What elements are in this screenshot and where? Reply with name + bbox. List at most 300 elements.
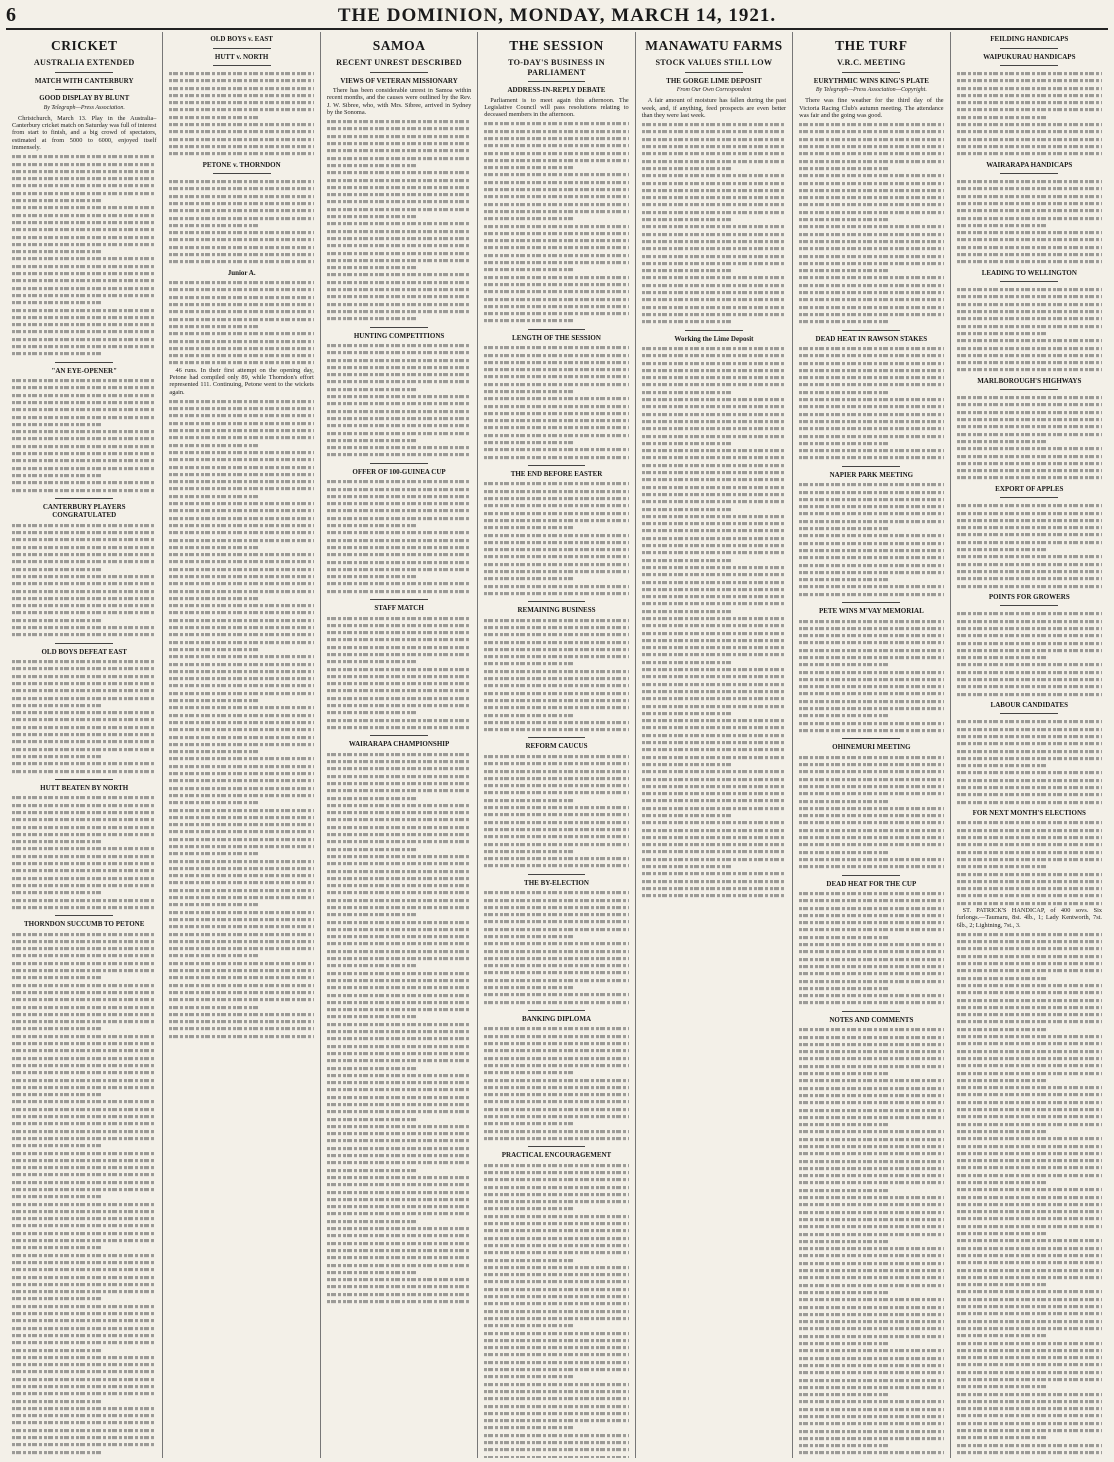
text-line (957, 87, 1102, 90)
subheading: OLD BOYS DEFEAT EAST (41, 647, 127, 656)
text-line (12, 445, 156, 448)
text-line (169, 354, 313, 357)
text-line (169, 288, 313, 291)
text-line (327, 818, 471, 821)
text-line (12, 1130, 156, 1133)
text-line (169, 597, 259, 600)
text-line (642, 661, 732, 664)
text-line (642, 369, 786, 372)
text-line (12, 711, 156, 714)
text-line (12, 1451, 102, 1454)
text-line (642, 471, 786, 474)
text-line (799, 1415, 943, 1418)
text-line (327, 495, 471, 498)
text-line (799, 456, 943, 459)
text-line (12, 1276, 156, 1279)
text-line (327, 1088, 471, 1091)
text-line (642, 123, 786, 126)
text-line (484, 482, 628, 485)
text-line (327, 775, 471, 778)
text-line (12, 667, 156, 670)
text-line (799, 1342, 889, 1345)
text-line (169, 407, 313, 410)
divider (213, 48, 271, 49)
text-line (327, 1110, 471, 1113)
text-line (484, 850, 574, 853)
text-line (799, 843, 943, 846)
text-line (799, 167, 889, 170)
text-line (169, 998, 313, 1001)
text-line (484, 1186, 628, 1189)
text-line (799, 1196, 943, 1199)
text-line (12, 884, 156, 887)
text-line (327, 120, 471, 123)
text-line (169, 473, 313, 476)
column-headline: CRICKET (50, 38, 118, 53)
text-line (169, 830, 313, 833)
subheading: THE GORGE LIME DEPOSIT (666, 76, 762, 85)
text-line (12, 1341, 156, 1344)
text-line (799, 593, 943, 596)
text-line (327, 935, 471, 938)
text-line (484, 821, 628, 824)
text-line (12, 1254, 156, 1257)
text-line (957, 1444, 1102, 1447)
text-line (327, 1125, 471, 1128)
article-body: ST. PATRICK'S HANDICAP, of 400 sovs. Six furlongs.—Taumaru, 8st. 4lb., 1; Lady Kentworth, 7st. 6lb., 2; Lightning, 7st., 3. (956, 907, 1102, 929)
text-line (169, 246, 313, 249)
text-line (12, 869, 156, 872)
text-line (799, 1138, 943, 1141)
text-line (799, 763, 943, 766)
text-line (12, 962, 156, 965)
text-line (957, 1035, 1102, 1038)
text-line (957, 548, 1047, 551)
text-line (799, 138, 943, 141)
text-line (484, 1412, 628, 1415)
text-line (484, 950, 628, 953)
text-line (799, 427, 943, 430)
text-line (642, 262, 786, 265)
text-line (642, 167, 732, 170)
text-line (484, 1071, 574, 1074)
text-line (12, 1115, 156, 1118)
text-line (327, 561, 471, 564)
text-line (12, 575, 156, 578)
divider (528, 1010, 586, 1011)
text-line (799, 1349, 943, 1352)
text-line (12, 416, 156, 419)
text-line (12, 1421, 156, 1424)
divider (55, 643, 113, 644)
text-line (484, 920, 628, 923)
text-line (12, 1159, 156, 1162)
text-line (12, 170, 156, 173)
text-line (642, 313, 786, 316)
text-line (169, 757, 313, 760)
text-line (12, 352, 102, 355)
text-line (799, 398, 943, 401)
column-headline: THE TURF (835, 38, 908, 53)
text-line (169, 991, 313, 994)
text-line (799, 921, 943, 924)
text-line (799, 233, 943, 236)
text-line (484, 261, 628, 264)
text-line (642, 537, 786, 540)
text-line (642, 712, 732, 715)
text-line (642, 778, 786, 781)
text-line (484, 1448, 628, 1451)
text-line (327, 288, 471, 291)
text-line (642, 887, 786, 890)
text-line (484, 1339, 628, 1342)
text-line (169, 684, 313, 687)
text-line (484, 1237, 628, 1240)
subheading: MATCH WITH CANTERBURY (34, 76, 134, 85)
text-line (169, 903, 259, 906)
text-line (957, 933, 1102, 936)
text-line (957, 955, 1102, 958)
text-line (957, 940, 1102, 943)
text-line (799, 1130, 943, 1133)
divider (1000, 281, 1058, 282)
text-line (799, 549, 943, 552)
text-line (12, 1049, 156, 1052)
text-line (327, 957, 471, 960)
text-line (12, 969, 156, 972)
divider (842, 72, 900, 73)
text-line (957, 1101, 1102, 1104)
text-line (957, 1115, 1102, 1118)
text-line (169, 940, 313, 943)
text-line (12, 553, 156, 556)
text-line (957, 152, 1102, 155)
text-line (169, 332, 313, 335)
text-line (12, 287, 156, 290)
text-line (957, 1436, 1047, 1439)
text-line (484, 426, 628, 429)
text-line (957, 1298, 1102, 1301)
text-line (957, 130, 1102, 133)
text-line (327, 921, 471, 924)
text-line (642, 255, 786, 258)
text-line (327, 575, 417, 578)
text-line (799, 1444, 889, 1447)
text-line (957, 720, 1102, 723)
text-line (957, 138, 1102, 141)
text-line (327, 1139, 471, 1142)
text-line (169, 626, 313, 629)
text-line (327, 366, 471, 369)
text-line (799, 1276, 943, 1279)
text-line (957, 1050, 1102, 1053)
text-line (799, 189, 943, 192)
text-line (484, 1434, 628, 1437)
text-line (169, 224, 259, 227)
text-line (169, 202, 313, 205)
text-line (12, 1378, 156, 1381)
text-line (327, 509, 471, 512)
text-line (12, 704, 102, 707)
text-line (484, 305, 628, 308)
text-line (799, 1298, 943, 1301)
text-line (484, 254, 628, 257)
text-line (799, 449, 943, 452)
text-line (484, 699, 628, 702)
text-line (484, 806, 628, 809)
text-line (957, 1414, 1102, 1417)
text-line (799, 247, 943, 250)
text-line (957, 72, 1102, 75)
text-line (957, 440, 1047, 443)
text-line (799, 306, 943, 309)
text-line (799, 928, 943, 931)
text-line (957, 396, 1102, 399)
text-line (12, 386, 156, 389)
text-line (957, 1429, 1102, 1432)
text-line (12, 840, 102, 843)
text-line (799, 821, 943, 824)
text-line (799, 1393, 889, 1396)
text-line (799, 1327, 943, 1330)
text-line (327, 215, 417, 218)
text-line (799, 269, 889, 272)
subheading: VIEWS OF VETERAN MISSIONARY (340, 76, 458, 85)
text-line (484, 210, 628, 213)
text-line (642, 203, 786, 206)
text-line (799, 276, 943, 279)
text-line (957, 1247, 1102, 1250)
divider (528, 874, 586, 875)
text-line (327, 1234, 471, 1237)
text-line (327, 1285, 471, 1288)
text-line (12, 675, 156, 678)
text-line (12, 590, 156, 593)
text-line (957, 288, 1102, 291)
text-line (327, 631, 471, 634)
text-line (484, 648, 628, 651)
text-line (169, 130, 313, 133)
text-line (799, 692, 943, 695)
text-line (484, 1049, 628, 1052)
text-line (484, 122, 628, 125)
text-line (957, 94, 1102, 97)
text-line (642, 829, 786, 832)
text-line (169, 553, 313, 556)
text-line (799, 656, 943, 659)
text-line (327, 310, 471, 313)
text-line (484, 1086, 628, 1089)
text-line (169, 72, 313, 75)
text-line (957, 1320, 1102, 1323)
text-line (799, 1065, 943, 1068)
text-line (957, 1378, 1102, 1381)
text-line (169, 414, 313, 417)
text-line (484, 570, 628, 573)
text-line (169, 1006, 259, 1009)
text-line (12, 818, 156, 821)
text-line (327, 590, 471, 593)
text-line (957, 735, 1102, 738)
text-line (799, 1386, 943, 1389)
text-line (484, 633, 628, 636)
text-line (957, 1269, 1102, 1272)
text-line (799, 1094, 943, 1097)
text-line (169, 361, 313, 364)
text-line (957, 671, 1102, 674)
text-line (12, 394, 156, 397)
text-line (484, 1178, 628, 1181)
text-line (327, 986, 471, 989)
subheading: AUSTRALIA EXTENDED (33, 58, 135, 67)
text-line (799, 1050, 943, 1053)
text-line (12, 862, 156, 865)
text-line (957, 1188, 1102, 1191)
text-line (799, 950, 943, 953)
text-line (169, 502, 313, 505)
text-line (12, 330, 156, 333)
text-line (642, 807, 786, 810)
subheading: FOR NEXT MONTH'S ELECTIONS (972, 808, 1086, 817)
text-line (799, 1254, 943, 1257)
text-line (169, 947, 313, 950)
text-line (957, 1152, 1102, 1155)
text-line (799, 1001, 943, 1004)
text-line (957, 977, 1047, 980)
text-line (957, 224, 1047, 227)
text-line (799, 1437, 943, 1440)
text-line (957, 347, 1102, 350)
text-line (642, 610, 732, 613)
text-line (12, 430, 156, 433)
text-line (799, 1072, 889, 1075)
text-line (799, 943, 943, 946)
text-line (484, 1353, 628, 1356)
text-line (327, 660, 417, 663)
text-line (169, 743, 313, 746)
text-line (327, 1074, 471, 1077)
text-line (484, 130, 628, 133)
text-line (642, 799, 786, 802)
text-line (169, 187, 313, 190)
text-line (12, 1429, 156, 1432)
text-line (169, 253, 313, 256)
text-line (957, 187, 1102, 190)
text-line (169, 480, 313, 483)
text-line (484, 448, 628, 451)
text-line (327, 237, 471, 240)
text-line (12, 250, 102, 253)
divider (842, 875, 900, 876)
text-line (957, 793, 1102, 796)
text-line (957, 1145, 1102, 1148)
article-body: 46 runs. In their first attempt on the opening day, Petone had compiled only 89, while Thorndon's effort represented 111. Continuing, Petone went to the wickets again. (169, 366, 314, 396)
text-line (169, 1020, 313, 1023)
text-line (484, 891, 628, 894)
divider (842, 1011, 900, 1012)
text-line (12, 1392, 156, 1395)
text-line (642, 624, 786, 627)
text-line (169, 310, 313, 313)
text-line (642, 719, 786, 722)
text-line (12, 401, 156, 404)
text-line (957, 1363, 1102, 1366)
text-line (12, 633, 156, 636)
text-line (169, 281, 313, 284)
text-line (484, 1383, 628, 1386)
text-line (12, 733, 156, 736)
text-line (327, 1030, 471, 1033)
text-line (799, 196, 943, 199)
text-line (957, 354, 1102, 357)
text-line (484, 828, 628, 831)
text-line (957, 757, 1102, 760)
subheading: BANKING DIPLOMA (521, 1014, 591, 1023)
text-line (799, 1123, 889, 1126)
text-line (957, 563, 1102, 566)
text-line (327, 142, 471, 145)
text-line (327, 668, 471, 671)
text-line (169, 728, 313, 731)
subheading: HUTT v. NORTH (214, 52, 269, 61)
text-line (484, 490, 628, 493)
text-line (642, 413, 786, 416)
divider (213, 173, 271, 174)
text-line (327, 539, 471, 542)
text-line (12, 323, 156, 326)
text-line (169, 633, 313, 636)
text-line (957, 1159, 1102, 1162)
text-line (484, 913, 628, 916)
text-line (957, 1006, 1102, 1009)
text-line (799, 1284, 943, 1287)
text-line (799, 1079, 943, 1082)
text-line (12, 184, 156, 187)
text-line (957, 1123, 1102, 1126)
text-line (12, 826, 156, 829)
subheading: EXPORT OF APPLES (995, 484, 1064, 493)
text-line (484, 813, 628, 816)
text-line (957, 764, 1047, 767)
text-line (12, 689, 156, 692)
text-line (327, 689, 471, 692)
text-line (327, 950, 471, 953)
text-line (327, 1067, 417, 1070)
text-line (327, 1096, 471, 1099)
subheading: GOOD DISPLAY BY BLUNT (39, 94, 130, 102)
text-line (484, 144, 628, 147)
text-line (12, 1027, 102, 1030)
text-line (484, 434, 628, 437)
divider (842, 602, 900, 603)
text-line (169, 116, 259, 119)
text-line (12, 796, 156, 799)
text-line (484, 1295, 628, 1298)
text-line (327, 193, 471, 196)
text-line (327, 797, 417, 800)
text-line (642, 588, 786, 591)
text-line (799, 1160, 943, 1163)
text-line (484, 1405, 628, 1408)
text-line (484, 1222, 628, 1225)
text-line (957, 1451, 1102, 1454)
text-line (12, 770, 156, 773)
text-line (799, 829, 943, 832)
text-line (484, 173, 628, 176)
text-line (642, 683, 786, 686)
text-line (642, 376, 786, 379)
text-line (12, 1203, 156, 1206)
